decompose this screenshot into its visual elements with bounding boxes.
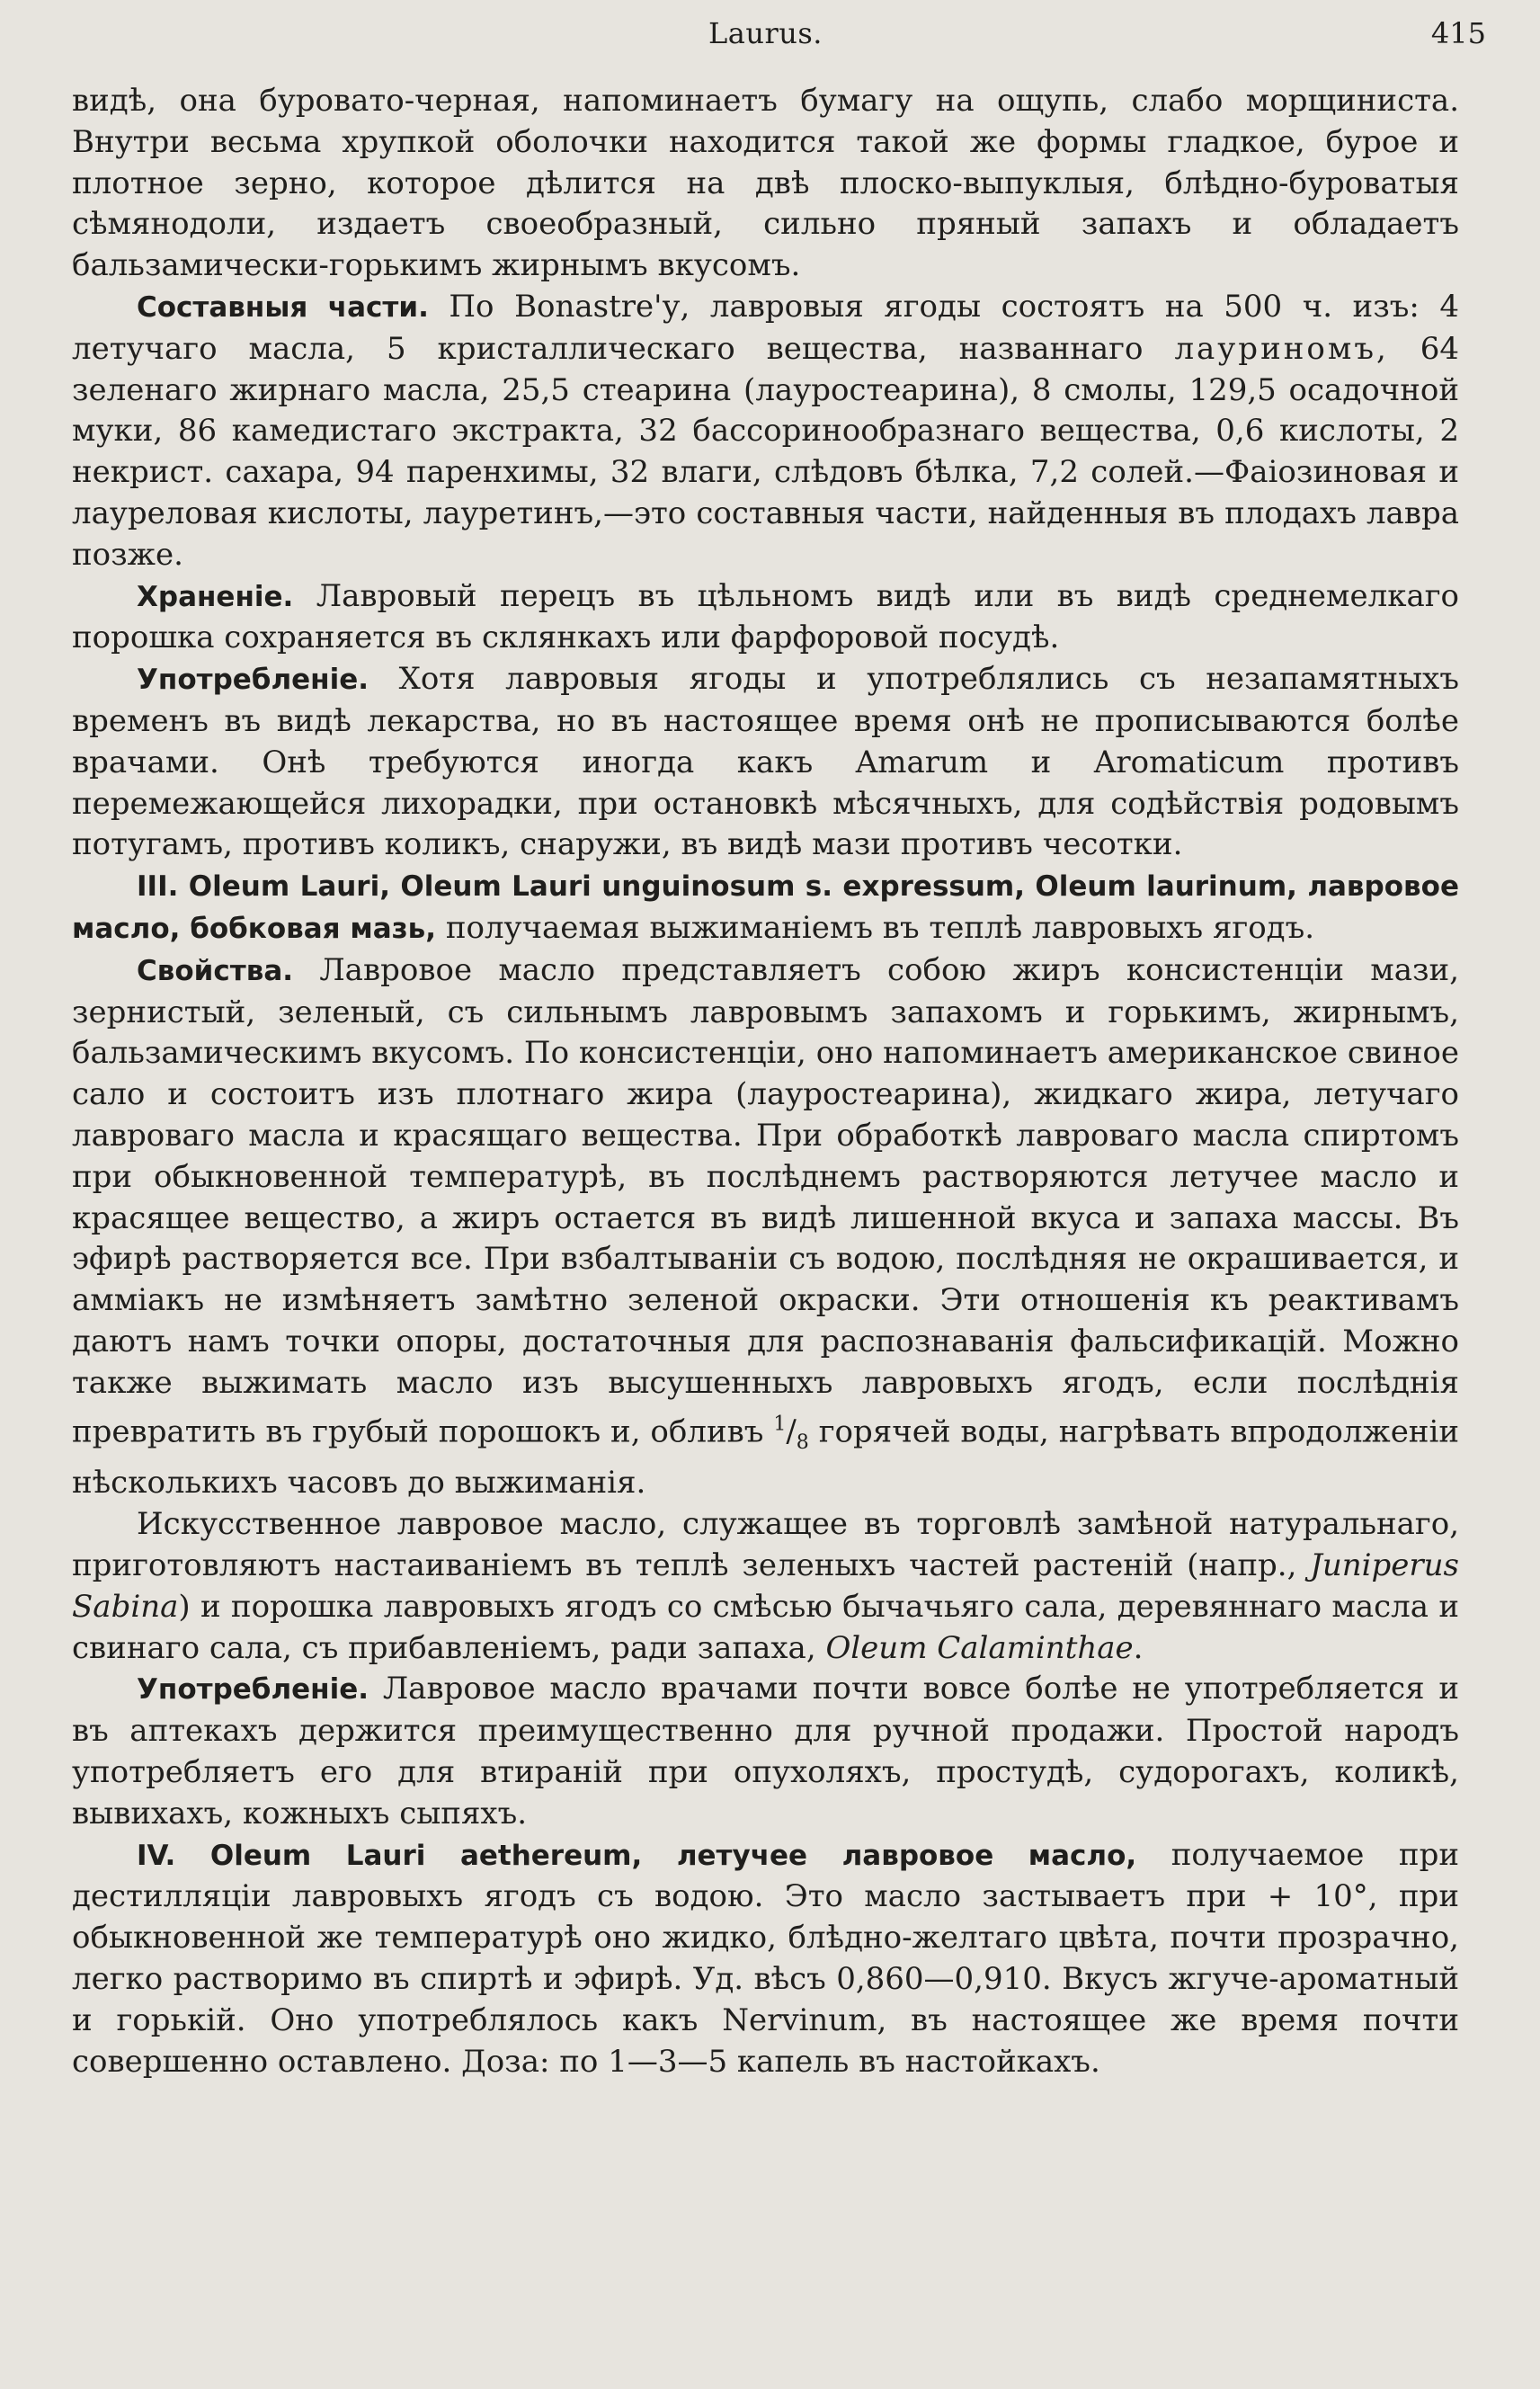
paragraph-usage-oil [72,1669,1459,1834]
section-numeral: III. [137,870,179,904]
page-number: 415 [1430,16,1486,50]
paragraph-artificial-oil [72,1504,1459,1669]
russian-term-volatile-oil: летучее лавровое масло, [676,1839,1137,1872]
paragraph-fruit-description [72,81,1459,287]
fraction-one-eighth: $^1/_8$ [773,1413,809,1454]
paragraph-text: ) и порошка лавровыхъ ягодъ со смѣсью бычачьяго сала, деревяннаго масла и свинаго сала, съ прибавленіемъ, ради запаха, [72,1588,1459,1666]
paragraph-text: Искусственное лавровое масло, служащее въ торговлѣ замѣной натуральнаго, приготовляютъ настаиваніемъ въ теплѣ зеленыхъ частей растеній (напр., [72,1506,1459,1584]
paragraph-text: видѣ, она буровато-черная, напоминаетъ бумагу на ощупь, слабо морщиниста. Внутри весьма хрупкой оболочки находится такой же формы гладкое, бурое и плотное зерно, которое дѣлится на двѣ плоско-выпуклыя, блѣдно-буроватыя сѣмянодоли, издаетъ своеобразный, сильно пряный запахъ и обладаетъ бальзамически-горькимъ жирнымъ вкусомъ. [72,83,1459,284]
body-text [72,81,1459,2082]
russian-term-laurel-oil: лавровое масло, бобковая мазь, [72,870,1459,945]
latin-term-oleum-aethereum: Oleum Lauri aethereum, [209,1839,643,1872]
fraction-denominator: 8 [796,1431,809,1454]
running-title: Laurus. [708,16,823,50]
paragraph-usage-berries [72,659,1459,866]
paragraph-constituents [72,287,1459,576]
paragraph-text: . [1133,1629,1144,1666]
section-heading-properties: Свойства. [137,954,294,987]
italic-term-juniperus: Juniperus Sabina [72,1547,1459,1625]
paragraph-text: 64 зеленаго жирнаго масла, 25,5 стеарина (лауростеарина), 8 смолы, 129,5 осадочной муки, 86 камедистаго экстракта, 32 бассоринообразнаго вещества, 0,6 кислоты, 2 некрист. сахара, 94 паренхимы, 32 влаги, слѣдовъ бѣлка, 7,2 солей.—Фаіозиновая и лауреловая кислоты, лауретинъ,—это составныя части, найденныя въ плодахъ лавра позже. [72,330,1460,573]
section-heading-usage-oil: Употребленіе. [137,1673,369,1707]
paragraph-essential-oil [72,1835,1459,2083]
latin-term-oleum-lauri: Oleum Lauri, Oleum Lauri unguinosum s. expressum, Oleum laurinum, [188,870,1297,904]
paragraph-oleum-lauri [72,866,1459,950]
paragraph-text: Лавровый перецъ въ цѣльномъ видѣ или въ видѣ среднемелкаго порошка сохраняется въ склянкахъ или фарфоровой посудѣ. [72,577,1459,656]
italic-term-calaminthae: Oleum Calaminthae [825,1629,1134,1666]
paragraph-text: По Bonastre'у, лавровыя ягоды состоятъ на 500 ч. изъ: 4 летучаго масла, 5 кристаллическаго вещества, названнаго [72,288,1460,367]
paragraph-text: Лавровое масло представляетъ собою жиръ консистенціи мази, зернистый, зеленый, съ сильнымъ лавровымъ запахомъ и горькимъ, жирнымъ, бальзамическимъ вкусомъ. По консистенціи, оно напоминаетъ американское свиное сало и состоитъ изъ плотнаго жира (лауростеарина), жидкаго жира, летучаго лавроваго масла и красящаго вещества. При обработкѣ лавроваго масла спиртомъ при обыкновенной температурѣ, въ послѣднемъ растворяются летучее масло и красящее вещество, а жиръ остается въ видѣ лишенной вкуса и запаха массы. Въ эфирѣ растворяется все. При взбалтываніи съ водою, послѣдняя не окрашивается, и аммiакъ не измѣняетъ замѣтно зеленой окраски. Эти отношенія къ реактивамъ даютъ намъ точки опоры, достаточныя для распознаванія фальсификацій. Можно также выжимать масло изъ высушенныхъ лавровыхъ ягодъ, если послѣднія превратить въ грубый порошокъ и, обливъ [72,951,1460,1449]
spaced-term-laurin: лауриномъ, [1174,330,1389,367]
paragraph-text: горячей воды, нагрѣвать впродолженіи нѣсколькихъ часовъ до выжиманія. [72,1413,1460,1502]
paragraph-text: получаемое при дестилляціи лавровыхъ ягодъ съ водою. Это масло застываетъ при + 10°, при обыкновенной же температурѣ оно жидко, блѣдно-желтаго цвѣта, почти прозрачно, легко растворимо въ спиртѣ и эфирѣ. Уд. вѣсъ 0,860—0,910. Вкусъ жгуче-ароматный и горькій. Оно употреблялось какъ Nervinum, въ настоящее же время почти совершенно оставлено. Доза: по 1—3—5 капель въ настойкахъ. [72,1836,1460,2080]
paragraph-properties [72,950,1459,1504]
section-heading-storage: Храненіе. [137,580,294,613]
section-heading-usage: Употребленіе. [137,664,369,697]
paragraph-text: Хотя лавровыя ягоды и употреблялись съ незапамятныхъ временъ въ видѣ лекарства, но въ настоящее время онѣ не прописываются болѣе врачами. Онѣ требуются иногда какъ Amarum и Aromaticum противъ перемежающейся лихорадки, при остановкѣ мѣсячныхъ, для содѣйствія родовымъ потугамъ, противъ коликъ, снаружи, въ видѣ мази противъ чесотки. [72,661,1459,863]
paragraph-text: Лавровое масло врачами почти вовсе болѣе не употребляется и въ аптекахъ держится преимущественно для ручной продажи. Простой народъ употребляетъ его для втираній при опухоляхъ, простудѣ, судорогахъ, коликѣ, вывихахъ, кожныхъ сыпяхъ. [72,1671,1459,1832]
paragraph-storage [72,576,1459,660]
running-head [72,16,1486,81]
section-numeral: IV. [137,1839,176,1872]
paragraph-text: получаемая выжиманіемъ въ теплѣ лавровыхъ ягодъ. [445,909,1315,946]
fraction-numerator: 1 [773,1413,787,1436]
section-heading-constituents: Составныя части. [137,290,429,324]
